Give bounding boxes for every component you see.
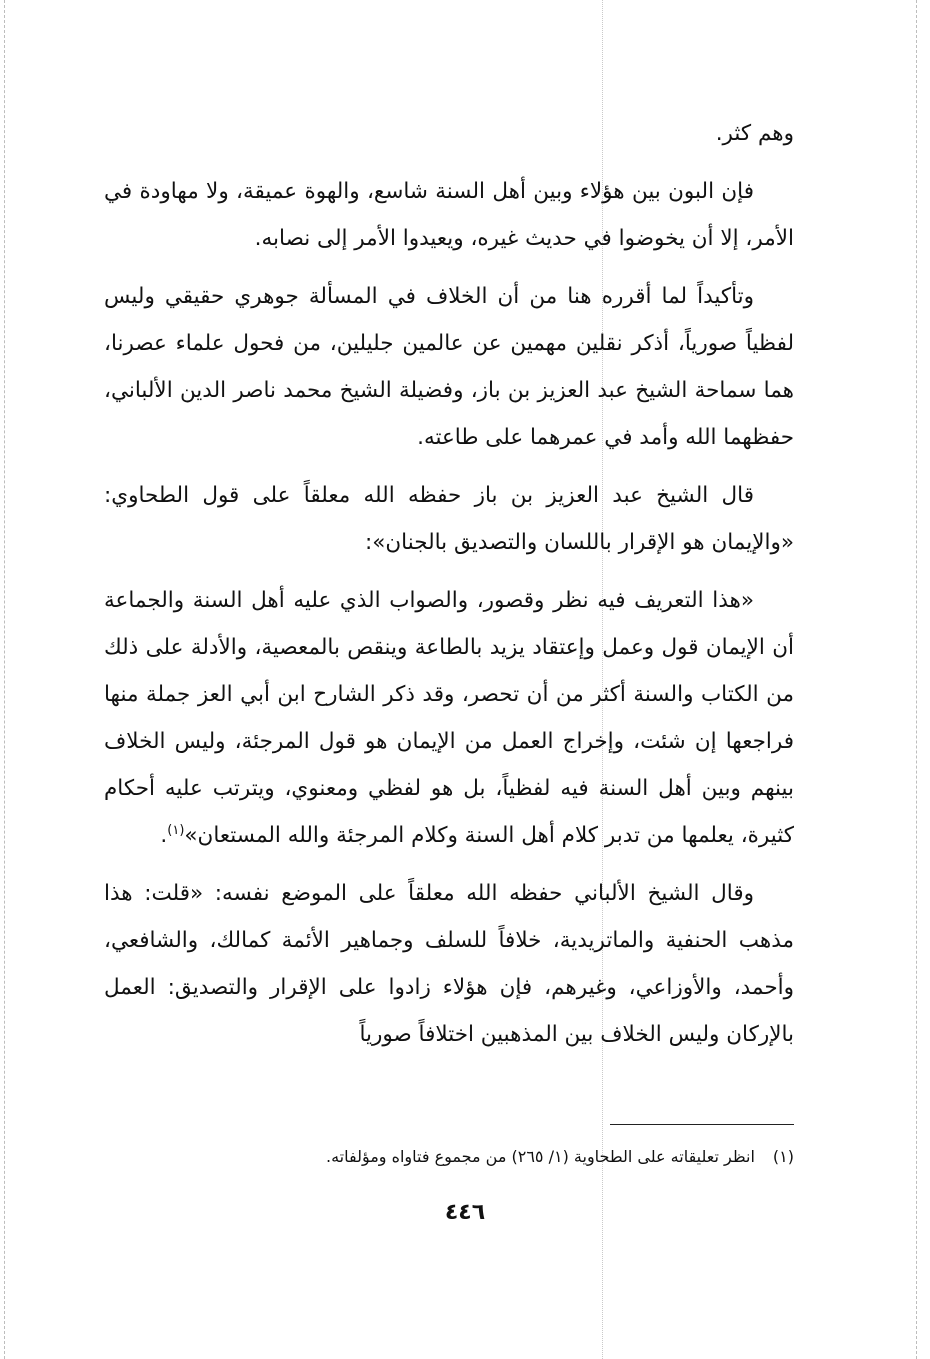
- footnote-text: انظر تعليقاته على الطحاوية (١/ ٢٦٥) من مجموع فتاواه ومؤلفاته.: [325, 1147, 755, 1166]
- paragraph-6: وقال الشيخ الألباني حفظه الله معلقاً على الموضع نفسه: «قلت: هذا مذهب الحنفية والماتريدية، خلافاً للسلف وجماهير الأئمة كمالك، والشافعي، وأحمد، والأوزاعي، وغيرهم، فإن هؤلاء زادوا على الإقرار والتصديق: العمل بالإركان وليس الخلاف بين المذهبين اختلافاً صورياً: [104, 881, 794, 1047]
- footnote-separator: [610, 1124, 794, 1125]
- page-number: ٤٤٦: [444, 1200, 486, 1225]
- footnote-marker: (١): [167, 822, 185, 838]
- paragraph-3: وتأكيداً لما أقرره هنا من أن الخلاف في المسألة جوهري حقيقي وليس لفظياً صورياً، أذكر نقلين مهمين عن عالمين جليلين، من فحول علماء عصرنا، هما سماحة الشيخ عبد العزيز بن باز، وفضيلة الشيخ محمد ناصر الدين الألباني، حفظهما الله وأمد في عمرهما على طاعته.: [104, 284, 794, 450]
- paragraph-2: فإن البون بين هؤلاء وبين أهل السنة شاسع، والهوة عميقة، ولا مهاودة في الأمر، إلا أن يخوضوا في حديث غيره، ويعيدوا الأمر إلى نصابه.: [104, 179, 794, 251]
- scan-fold-line-left: [4, 0, 5, 1359]
- main-text: [104, 110, 794, 1058]
- footnote: [104, 1142, 794, 1172]
- quotation-text: «هذا التعريف فيه نظر وقصور، والصواب الذي عليه أهل السنة والجماعة أن الإيمان قول وعمل وإعتقاد يزيد بالطاعة وينقص بالمعصية، والأدلة على ذلك من الكتاب والسنة أكثر من أن تحصر، وقد ذكر الشارح ابن أبي العز جملة منها فراجعها إن شئت، وإخراج العمل من الإيمان هو قول المرجئة، وليس الخلاف بينهم وبين أهل السنة فيه لفظياً، بل هو لفظي ومعنوي، ويترتب عليه أحكام كثيرة، يعلمها من تدبر كلام أهل السنة وكلام المرجئة والله المستعان»: [104, 588, 794, 848]
- paragraph-5-quotation: «هذا التعريف فيه نظر وقصور، والصواب الذي عليه أهل السنة والجماعة أن الإيمان قول وعمل وإعتقاد يزيد بالطاعة وينقص بالمعصية، والأدلة على ذلك من الكتاب والسنة أكثر من أن تحصر، وقد ذكر الشارح ابن أبي العز جملة منها فراجعها إن شئت، وإخراج العمل من الإيمان هو قول المرجئة، وليس الخلاف بينهم وبين أهل السنة فيه لفظياً، بل هو لفظي ومعنوي، ويترتب عليه أحكام كثيرة، يعلمها من تدبر كلام أهل السنة وكلام المرجئة والله المستعان»$^{(١)}$.: [104, 588, 794, 848]
- footnote-number: (١): [772, 1147, 794, 1166]
- paragraph-1: وهم كثر.: [715, 121, 794, 146]
- paragraph-4: قال الشيخ عبد العزيز بن باز حفظه الله معلقاً على قول الطحاوي: «والإيمان هو الإقرار باللسان والتصديق بالجنان»:: [104, 483, 794, 555]
- scan-fold-line-right: [916, 0, 917, 1359]
